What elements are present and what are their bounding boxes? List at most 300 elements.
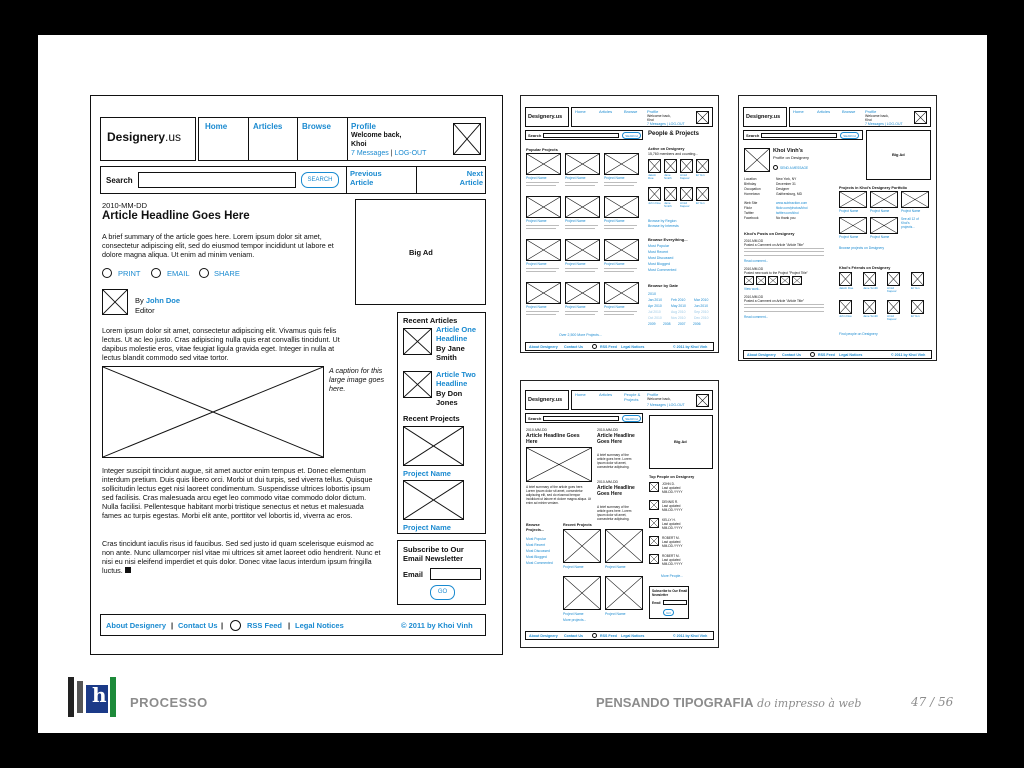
pf-footer-copy: © 2011 by Khoi Vinh	[891, 353, 926, 357]
browse-link[interactable]: Most Recent	[648, 250, 669, 254]
pf-big-ad	[866, 130, 931, 180]
year-link[interactable]: 2009	[648, 322, 656, 326]
pf-footer-about[interactable]: About Designery	[747, 353, 776, 357]
page-number: 47 / 56	[911, 695, 954, 709]
browse-link[interactable]: Most Commented	[648, 268, 677, 272]
ar-summary-1: A brief summary of the article goes here. Lorem ipsum dolor sit amet, consectetur adipiscing elit, sed do eiusmod tempor incididunt ut labore et dolore magna aliqua. Ut enim ad minim veniam.	[526, 485, 592, 505]
sm-browse-region[interactable]: Browse by Region	[648, 219, 677, 223]
search-bar	[100, 166, 486, 194]
profile-field-value: New York, NY	[776, 177, 797, 181]
post-thumb[interactable]	[792, 276, 802, 285]
friend-avatar[interactable]	[863, 300, 876, 314]
newsletter-heading: Subscribe to Our Email Newsletter	[403, 545, 464, 563]
friend-avatar[interactable]	[911, 300, 924, 314]
ar-browse-link[interactable]: Most Recent	[526, 543, 546, 547]
ar-browse-link[interactable]: Most Blogged	[526, 555, 547, 559]
member-avatar[interactable]	[648, 159, 661, 173]
pf-user: Khoi	[865, 118, 873, 122]
sm-browse-date: Browse by Date	[648, 283, 679, 288]
ar-newsletter	[649, 586, 689, 619]
pf-profile-name: Khoi Vinh's	[773, 148, 803, 154]
recent-articles-heading: Recent Articles	[403, 316, 458, 325]
ar-browse-link[interactable]: Most Commented	[526, 561, 553, 565]
ar-nav-profile[interactable]: Profile	[647, 392, 659, 397]
messages-link[interactable]: 7 Messages | LOG-OUT	[351, 150, 427, 157]
ar-project-thumb[interactable]	[605, 576, 643, 610]
month-link[interactable]: Apr 2010	[648, 304, 662, 308]
newsletter-go-button[interactable]: GO	[430, 585, 455, 600]
ar-recent-projects-heading: Recent Projects	[563, 523, 592, 527]
top-person-name: ROBERT M.	[662, 554, 680, 558]
post-thumb[interactable]	[756, 276, 766, 285]
friend-avatar[interactable]	[839, 300, 852, 314]
pf-send-message[interactable]: SEND A MESSAGE	[780, 166, 809, 170]
top-person-name: JOHN D.	[662, 482, 675, 486]
article-two-thumb	[403, 371, 432, 398]
read-comment[interactable]: Read comment...	[744, 259, 769, 263]
member-avatar[interactable]	[648, 187, 661, 201]
popular-project-thumb[interactable]	[526, 153, 561, 175]
pf-logo[interactable]: Designery.us	[746, 114, 781, 120]
member-name[interactable]: El Yen	[696, 201, 705, 205]
newsletter-email-input[interactable]	[430, 568, 481, 580]
search-button[interactable]: SEARCH	[301, 172, 339, 188]
footer-rss[interactable]: RSS Feed	[247, 621, 283, 630]
portfolio-name[interactable]: Project Name	[839, 235, 859, 239]
friend-avatar[interactable]	[839, 272, 852, 286]
ar-more-people[interactable]: More People...	[661, 574, 684, 578]
author-role: Editor	[135, 306, 155, 315]
slide	[38, 35, 987, 733]
portfolio-name[interactable]: Project Name	[901, 209, 921, 213]
article-headline: Article Headline Goes Here	[102, 210, 250, 222]
nav-bar	[198, 117, 486, 161]
month-link[interactable]: Dec 2010	[694, 316, 709, 320]
member-name[interactable]: Arnid Kapoor	[680, 173, 690, 181]
sm-search-input[interactable]	[543, 133, 619, 138]
sm-footer-rss[interactable]: RSS Feed	[600, 345, 617, 349]
profile-field-value[interactable]: twitter.com/khoi	[776, 211, 799, 215]
profile-field-value: Gaithersburg, MD	[776, 192, 803, 196]
ar-nav-people[interactable]: People & Projects	[624, 392, 641, 402]
member-avatar[interactable]	[664, 159, 677, 173]
browse-link[interactable]: Most Popular	[648, 244, 670, 248]
popular-project-name[interactable]: Project Name	[526, 176, 547, 180]
top-person-updated: Last updated	[662, 486, 681, 490]
pf-posts-heading: Khoi's Posts on Designery	[744, 231, 795, 236]
pf-footer-rss[interactable]: RSS Feed	[818, 353, 835, 357]
project-thumb-1[interactable]	[403, 426, 464, 466]
text-line	[526, 314, 556, 315]
pf-browse-projects[interactable]: Browse projects on Designery	[839, 246, 885, 250]
newsletter-box	[397, 540, 486, 605]
share-link[interactable]: SHARE	[214, 269, 240, 278]
text-line	[526, 182, 559, 183]
year-link[interactable]: 2008	[663, 322, 671, 326]
ar-date-3: 2010-MM-DD	[597, 480, 619, 484]
text-line	[604, 225, 637, 226]
ar-newsletter-input[interactable]	[663, 600, 687, 605]
ar-footer-contact[interactable]: Contact Us	[564, 634, 583, 638]
top-person-updated: Last updated	[662, 540, 681, 544]
member-avatar[interactable]	[680, 187, 693, 201]
ar-logo[interactable]: Designery.us	[528, 397, 563, 403]
sm-browse-everything: Browse Everything...	[648, 237, 688, 242]
ar-big-ad-label: Big Ad	[674, 439, 687, 444]
pf-search-input[interactable]	[761, 133, 837, 138]
pf-send-icon[interactable]	[773, 165, 778, 170]
big-ad-label: Big Ad	[409, 248, 433, 257]
main-wireframe	[90, 95, 503, 655]
top-person-date: MM-DD-YYYY	[662, 508, 683, 512]
profile-field-label: Location	[744, 177, 757, 181]
month-link[interactable]: Feb 2010	[671, 298, 686, 302]
ar-nav-articles[interactable]: Articles	[599, 392, 613, 397]
top-person-date: MM-DD-YYYY	[662, 526, 683, 530]
portfolio-thumb[interactable]	[839, 217, 867, 234]
profile-field-value[interactable]: flickr.com/photos/khoi	[776, 206, 808, 210]
avatar-placeholder	[453, 123, 481, 155]
sm-footer-copy: © 2011 by Khoi Vinh	[673, 345, 708, 349]
popular-project-thumb[interactable]	[526, 282, 561, 304]
ar-newsletter-go[interactable]: GO	[663, 609, 674, 616]
post-text: Posted a Comment on Article "Article Title"	[744, 299, 805, 303]
month-link[interactable]: Jul 2010	[648, 310, 661, 314]
pf-nav-articles[interactable]: Articles	[817, 109, 831, 114]
popular-project-thumb[interactable]	[604, 153, 639, 175]
rss-icon[interactable]	[230, 620, 241, 631]
author-byline: By John Doe	[135, 296, 181, 305]
top-person-name: ROBERT M.	[662, 536, 680, 540]
ar-project-name[interactable]: Project Name	[563, 612, 584, 616]
search-input[interactable]	[138, 172, 296, 188]
popular-project-name[interactable]: Project Name	[604, 176, 625, 180]
portfolio-thumb[interactable]	[901, 191, 929, 208]
newsletter-email-label: Email	[403, 570, 424, 579]
article-one-author: By Jane Smith	[436, 344, 465, 362]
post-date: 2010-MM-DD	[744, 267, 764, 271]
site-logo[interactable]: Designery.us	[107, 130, 182, 144]
ar-footer-legal[interactable]: Legal Notices	[621, 634, 645, 638]
popular-project-thumb[interactable]	[526, 239, 561, 261]
profile-field-label: Web Site	[744, 201, 758, 205]
pf-footer-legal[interactable]: Legal Notices	[839, 353, 863, 357]
ar-date-2: 2010-MM-DD	[597, 428, 619, 432]
ar-browse-links	[526, 537, 562, 577]
text-line	[604, 311, 637, 312]
text-line	[565, 228, 595, 229]
ar-footer-rss[interactable]: RSS Feed	[600, 634, 617, 638]
popular-project-name[interactable]: Project Name	[565, 262, 586, 266]
popular-project-name[interactable]: Project Name	[604, 305, 625, 309]
top-person-date: MM-DD-YYYY	[662, 562, 683, 566]
month-link[interactable]: Aug 2010	[671, 310, 686, 314]
portfolio-thumb[interactable]	[870, 217, 898, 234]
pf-footer-contact[interactable]: Contact Us	[782, 353, 801, 357]
article-summary: A brief summary of the article goes here. Lorem ipsum dolor sit amet, consectetur adipiscing elit, sed do eiusmod tempor incididunt ut labore et dolore magna aliqua. Ut enim ad minim veniam.	[102, 232, 334, 259]
previous-article-link[interactable]: Previous Article	[350, 169, 382, 187]
ar-project-name[interactable]: Project Name	[563, 565, 584, 569]
text-line	[744, 255, 824, 256]
popular-project-name[interactable]: Project Name	[565, 219, 586, 223]
ar-newsletter-email: Email	[652, 601, 661, 605]
post-thumb[interactable]	[768, 276, 778, 285]
top-person-avatar[interactable]	[649, 518, 659, 528]
email-link[interactable]: EMAIL	[167, 269, 190, 278]
popular-project-thumb[interactable]	[604, 196, 639, 218]
popular-project-thumb[interactable]	[565, 282, 600, 304]
project-name-2[interactable]: Project Name	[403, 523, 451, 532]
share-radio[interactable]	[199, 268, 209, 278]
project-thumb-2[interactable]	[403, 480, 464, 520]
sm-rss-icon[interactable]	[592, 344, 597, 349]
member-name[interactable]: El Yen	[696, 173, 705, 177]
friend-name[interactable]: El Yen	[911, 286, 920, 290]
popular-project-thumb[interactable]	[565, 196, 600, 218]
sm-search-button[interactable]: SEARCH	[622, 132, 641, 139]
ar-browse-link[interactable]: Most Popular	[526, 537, 546, 541]
email-radio[interactable]	[151, 268, 161, 278]
pf-big-ad-label: Big Ad	[892, 152, 905, 157]
sm-footer-about[interactable]: About Designery	[529, 345, 558, 349]
top-person-name: KELLY H.	[662, 518, 676, 522]
friend-name[interactable]: El Yen	[911, 314, 920, 318]
ar-welcome: Welcome back,	[647, 397, 671, 401]
sm-footer-legal[interactable]: Legal Notices	[621, 345, 645, 349]
nav-home[interactable]: Home	[205, 122, 228, 131]
print-radio[interactable]	[102, 268, 112, 278]
portfolio-name[interactable]: Project Name	[839, 209, 859, 213]
pf-friends-grid	[839, 272, 935, 332]
post-text: Posted a Comment on Article "Article Title"	[744, 243, 805, 247]
sm-nav-articles[interactable]: Articles	[599, 109, 613, 114]
pf-nav-browse[interactable]: Browse	[842, 109, 856, 114]
sm-messages[interactable]: 7 Messages | LOG-OUT	[647, 122, 685, 126]
text-line	[604, 314, 634, 315]
project-name-1[interactable]: Project Name	[403, 469, 451, 478]
popular-project-name[interactable]: Project Name	[526, 305, 547, 309]
text-line	[565, 268, 598, 269]
post-thumb[interactable]	[744, 276, 754, 285]
pf-messages[interactable]: 7 Messages | LOG-OUT	[865, 122, 903, 126]
text-line	[744, 304, 824, 305]
friend-avatar[interactable]	[887, 300, 900, 314]
browse-link[interactable]: Most Discussed	[648, 256, 674, 260]
text-line	[526, 185, 556, 186]
main-footer: About Designery | Contact Us | RSS Feed | Legal Notices © 2011 by Khoi Vinh	[100, 614, 486, 636]
friend-avatar[interactable]	[911, 272, 924, 286]
footer-about[interactable]: About Designery	[106, 621, 167, 630]
month-link[interactable]: Jun 2010	[694, 304, 708, 308]
popular-project-name[interactable]: Project Name	[526, 219, 547, 223]
pf-footer	[743, 350, 932, 359]
article-two-author: By Don Jones	[436, 389, 463, 407]
member-name[interactable]: Arnid Kapoor	[680, 201, 690, 209]
user-name: Khoi	[351, 141, 367, 148]
pf-avatar-small	[914, 111, 927, 124]
month-link[interactable]: Jan 2010	[648, 298, 662, 302]
ar-date-1: 2010-MM-DD	[526, 428, 548, 432]
month-link[interactable]: 2010	[648, 292, 656, 296]
ar-search-button[interactable]: SEARCH	[622, 415, 641, 422]
sm-search-label: Search	[528, 133, 542, 138]
text-line	[565, 271, 595, 272]
member-name[interactable]: Jane Smith	[664, 201, 672, 209]
popular-project-name[interactable]: Project Name	[565, 305, 586, 309]
text-line	[604, 271, 634, 272]
read-comment[interactable]: Read comment...	[744, 315, 769, 319]
ar-browse-link[interactable]: Most Discussed	[526, 549, 550, 553]
big-ad	[355, 199, 486, 305]
article-body-3: Cras tincidunt iaculis risus id faucibus. Sed sed justo id quam scelerisque euismod ac non ante. Nunc ullamcorper nisl vitae mi ultrices sit amet laoreet odio hendrerit. Nunc et nisi eu nisi eleifend imperdiet et quis dolor. Donec vitae lacus interdum ipsum fringilla luctus.	[102, 539, 381, 575]
wireframe-articles	[520, 380, 719, 648]
post-date: 2010-MM-DD	[744, 239, 764, 243]
pf-profile-sub: Profile on Designery	[773, 155, 810, 160]
sm-welcome: Welcome back,	[647, 114, 671, 118]
text-line	[604, 268, 637, 269]
pf-search-label: Search	[746, 133, 760, 138]
member-name[interactable]: John Doe	[648, 201, 661, 205]
ar-search-input[interactable]	[543, 416, 619, 421]
popular-project-thumb[interactable]	[604, 282, 639, 304]
sm-avatar	[696, 111, 709, 124]
month-link[interactable]: Mar 2010	[694, 298, 709, 302]
view-work[interactable]: View work...	[744, 287, 762, 291]
nav-profile[interactable]: Profile	[351, 122, 376, 131]
ar-search-label: Search	[528, 416, 542, 421]
see-all-projects[interactable]: See all 12 of Khoi's projects...	[901, 217, 919, 229]
popular-project-thumb[interactable]	[565, 239, 600, 261]
pf-nav-home[interactable]: Home	[793, 109, 804, 114]
wireframe-profile	[738, 95, 937, 361]
member-avatar[interactable]	[664, 187, 677, 201]
month-link[interactable]: Sep 2010	[694, 310, 709, 314]
print-link[interactable]: PRINT	[118, 269, 141, 278]
post-thumb[interactable]	[780, 276, 790, 285]
friend-avatar[interactable]	[887, 272, 900, 286]
sm-logo[interactable]: Designery.us	[528, 114, 563, 120]
popular-project-thumb[interactable]	[565, 153, 600, 175]
top-person-name: DENNIS R.	[662, 500, 679, 504]
ar-rss-icon[interactable]	[592, 633, 597, 638]
pf-portfolio-grid	[839, 191, 935, 251]
text-line	[526, 228, 556, 229]
portfolio-thumb[interactable]	[839, 191, 867, 208]
nav-articles[interactable]: Articles	[253, 122, 283, 131]
top-person-avatar[interactable]	[649, 482, 659, 492]
ar-project-name[interactable]: Project Name	[605, 612, 626, 616]
sm-nav-browse[interactable]: Browse	[624, 109, 638, 114]
portfolio-name[interactable]: Project Name	[870, 209, 890, 213]
friend-name[interactable]: Jane Smith	[863, 314, 879, 318]
top-person-avatar[interactable]	[649, 536, 659, 546]
ar-footer-about[interactable]: About Designery	[529, 634, 558, 638]
member-avatar[interactable]	[696, 159, 709, 173]
year-link[interactable]: 2007	[678, 322, 686, 326]
friend-name[interactable]: Arnid Kapoor	[887, 314, 897, 322]
pf-search-button[interactable]: SEARCH	[840, 132, 859, 139]
search-label: Search	[106, 176, 133, 185]
month-link[interactable]: Nov 2010	[671, 316, 686, 320]
pf-nav-profile[interactable]: Profile	[865, 109, 877, 114]
next-article-link[interactable]: Next Article	[459, 169, 483, 187]
sm-people-grid	[648, 159, 716, 219]
text-line	[526, 271, 556, 272]
ar-project-thumb[interactable]	[563, 576, 601, 610]
text-line	[744, 251, 824, 252]
friend-name[interactable]: Jakob Doe	[839, 286, 854, 290]
pf-rss-icon[interactable]	[810, 352, 815, 357]
nav-browse[interactable]: Browse	[302, 122, 331, 131]
portfolio-name[interactable]: Project Name	[870, 235, 890, 239]
profile-field-label: Occupation	[744, 187, 761, 191]
slide-logo-icon	[68, 677, 118, 721]
pf-find-people[interactable]: Find people on Designery	[839, 332, 878, 336]
ar-messages[interactable]: 7 Messages | LOG-OUT	[647, 403, 685, 407]
profile-field-label: Facebook	[744, 216, 759, 220]
member-name[interactable]: Jakob Doe	[648, 173, 657, 181]
article-one-thumb	[403, 328, 432, 355]
article-image	[102, 366, 324, 458]
article-one-link[interactable]: Article One Headline	[436, 325, 477, 343]
ar-project-thumb[interactable]	[563, 529, 601, 563]
top-person-avatar[interactable]	[649, 500, 659, 510]
ar-projects-grid	[563, 529, 647, 629]
author-avatar	[102, 289, 128, 315]
friend-name[interactable]: Jane Smith	[863, 286, 879, 290]
sm-browse-interests[interactable]: Browse by Interests	[648, 224, 679, 228]
month-link[interactable]: May 2010	[671, 304, 686, 308]
profile-field-value: No thank you	[776, 216, 796, 220]
sm-more-projects[interactable]: Over 2,500 More Projects...	[559, 333, 602, 337]
popular-projects-grid	[526, 153, 644, 343]
top-person-avatar[interactable]	[649, 554, 659, 564]
month-link[interactable]: Oct 2010	[648, 316, 662, 320]
friend-name[interactable]: John Doe	[839, 314, 852, 318]
ar-headline-2: Article Headline Goes Here	[597, 433, 635, 445]
portfolio-thumb[interactable]	[870, 191, 898, 208]
friend-name[interactable]: Arnid Kapoor	[887, 286, 897, 294]
member-avatar[interactable]	[680, 159, 693, 173]
article-two-link[interactable]: Article Two Headline	[436, 370, 476, 388]
browse-link[interactable]: Most Blogged	[648, 262, 670, 266]
member-name[interactable]: Jane Smith	[664, 173, 672, 181]
sm-popular-heading: Popular Projects	[526, 147, 558, 152]
ar-project-thumb[interactable]	[605, 529, 643, 563]
popular-project-name[interactable]: Project Name	[604, 262, 625, 266]
sm-nav-home[interactable]: Home	[575, 109, 586, 114]
footer-legal[interactable]: Legal Notices	[295, 621, 344, 630]
top-person-date: MM-DD-YYYY	[662, 544, 683, 548]
profile-field-value[interactable]: www.subtraction.com	[776, 201, 808, 205]
ar-nav-home[interactable]: Home	[575, 392, 586, 397]
top-person-updated: Last updated	[662, 522, 681, 526]
popular-project-name[interactable]: Project Name	[565, 176, 586, 180]
member-avatar[interactable]	[696, 187, 709, 201]
year-link[interactable]: 2006	[693, 322, 701, 326]
ar-project-name[interactable]: Project Name	[605, 565, 626, 569]
popular-project-name[interactable]: Project Name	[604, 219, 625, 223]
popular-project-thumb[interactable]	[526, 196, 561, 218]
footer-contact[interactable]: Contact Us	[178, 621, 218, 630]
profile-field-value: Designer	[776, 187, 790, 191]
ar-more-projects[interactable]: More projects...	[563, 618, 587, 622]
friend-avatar[interactable]	[863, 272, 876, 286]
popular-project-thumb[interactable]	[604, 239, 639, 261]
popular-project-name[interactable]: Project Name	[526, 262, 547, 266]
sm-nav-profile[interactable]: Profile	[647, 109, 659, 114]
sm-footer-contact[interactable]: Contact Us	[564, 345, 583, 349]
